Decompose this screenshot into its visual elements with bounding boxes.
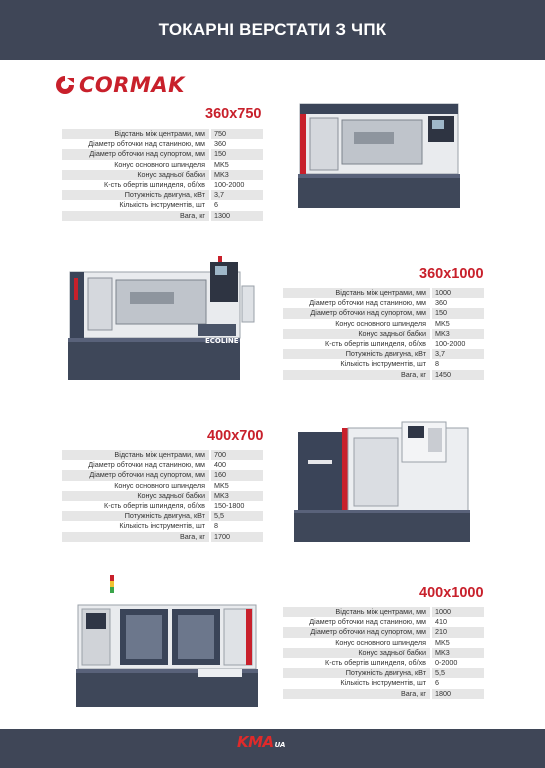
spec-value: 1000 [432, 288, 484, 298]
model-title-400x700: 400x700 [207, 428, 264, 444]
machine-image-400x1000 [76, 575, 262, 710]
spec-row [62, 511, 263, 521]
cormak-swirl-icon [54, 74, 76, 96]
spec-label: Конус задньої бабки [283, 329, 430, 339]
spec-row [62, 200, 263, 210]
spec-label: Кількість інструментів, шт [119, 521, 205, 531]
spec-row [283, 288, 484, 298]
kma-logo-main: KMA [237, 733, 274, 751]
model-title-360x750: 360x750 [205, 106, 262, 122]
brand-name: CORMAK [79, 73, 185, 97]
spec-row [283, 607, 484, 617]
spec-value: 360 [214, 139, 226, 149]
spec-value: 3,7 [211, 190, 263, 200]
spec-label: Кількість інструментів, шт [119, 200, 205, 210]
spec-label: Конус основного шпинделя [114, 159, 205, 169]
spec-row [283, 658, 484, 668]
spec-label: Діаметр обточки над супортом, мм [62, 470, 209, 480]
spec-label: Діаметр обточки над супортом, мм [62, 149, 209, 159]
spec-value: 100-2000 [435, 338, 466, 348]
spec-value: MK5 [214, 480, 229, 490]
spec-label: Вага, кг [283, 689, 430, 699]
spec-row [62, 532, 263, 542]
spec-row [62, 170, 263, 180]
spec-row [62, 481, 263, 491]
spec-value: 1000 [432, 607, 484, 617]
page-title: ТОКАРНІ ВЕРСТАТИ З ЧПК [158, 20, 387, 39]
spec-label: Відстань між центрами, мм [62, 129, 209, 139]
spec-table-400x700 [62, 450, 263, 542]
spec-label: Відстань між центрами, мм [62, 450, 209, 460]
spec-value: 150-1800 [214, 500, 245, 510]
spec-row [62, 521, 263, 531]
spec-value: 750 [211, 129, 263, 139]
spec-value: 1700 [211, 532, 263, 542]
spec-value: 6 [214, 200, 218, 210]
spec-label: К-сть обертів шпинделя, об/хв [325, 338, 426, 348]
spec-label: Вага, кг [283, 370, 430, 380]
spec-label: Потужність двигуна, кВт [62, 190, 209, 200]
model-title-360x1000: 360x1000 [419, 266, 484, 282]
spec-value: 6 [435, 678, 439, 688]
spec-value: 3,7 [432, 349, 484, 359]
spec-row [283, 319, 484, 329]
spec-label: Конус основного шпинделя [335, 318, 426, 328]
spec-value: 150 [211, 149, 263, 159]
spec-label: К-сть обертів шпинделя, об/хв [325, 657, 426, 667]
spec-value: MK5 [435, 318, 450, 328]
spec-value: 8 [214, 521, 218, 531]
spec-row [283, 308, 484, 318]
spec-label: Діаметр обточки над станиною, мм [309, 617, 426, 627]
spec-label: Конус основного шпинделя [335, 637, 426, 647]
spec-value: 1450 [432, 370, 484, 380]
spec-value: MK3 [432, 648, 484, 658]
spec-label: Відстань між центрами, мм [283, 607, 430, 617]
spec-label: Конус задньої бабки [62, 491, 209, 501]
spec-table-400x1000 [283, 607, 484, 699]
spec-value: MK5 [435, 637, 450, 647]
spec-value: 400 [214, 460, 226, 470]
spec-value: 150 [432, 308, 484, 318]
spec-row [62, 190, 263, 200]
spec-row [283, 370, 484, 380]
spec-row [62, 160, 263, 170]
spec-label: Вага, кг [62, 211, 209, 221]
spec-value: 700 [211, 450, 263, 460]
spec-table-360x750 [62, 129, 263, 221]
spec-row [62, 211, 263, 221]
spec-value: 210 [432, 627, 484, 637]
machine-image-400x700 [290, 418, 472, 544]
spec-label: Відстань між центрами, мм [283, 288, 430, 298]
spec-label: Кількість інструментів, шт [340, 678, 426, 688]
spec-table-360x1000 [283, 288, 484, 380]
spec-row [283, 689, 484, 699]
spec-value: 1300 [211, 211, 263, 221]
spec-row [283, 329, 484, 339]
spec-label: Діаметр обточки над станиною, мм [88, 139, 205, 149]
spec-label: Діаметр обточки над станиною, мм [88, 460, 205, 470]
cormak-logo [54, 70, 185, 100]
spec-row [283, 638, 484, 648]
spec-label: Конус задньої бабки [62, 170, 209, 180]
spec-row [62, 139, 263, 149]
spec-label: К-сть обертів шпинделя, об/хв [104, 179, 205, 189]
spec-row [283, 349, 484, 359]
spec-value: MK3 [211, 491, 263, 501]
spec-label: Потужність двигуна, кВт [62, 511, 209, 521]
spec-value: MK5 [214, 159, 229, 169]
spec-row [283, 298, 484, 308]
spec-row [62, 501, 263, 511]
spec-value: 1800 [432, 689, 484, 699]
spec-label: Кількість інструментів, шт [340, 359, 426, 369]
spec-value: 100-2000 [214, 179, 245, 189]
spec-label: Потужність двигуна, кВт [283, 349, 430, 359]
spec-row [283, 668, 484, 678]
spec-label: К-сть обертів шпинделя, об/хв [104, 500, 205, 510]
spec-value: 5,5 [432, 668, 484, 678]
machine-image-360x750 [296, 102, 464, 210]
spec-row [62, 129, 263, 139]
spec-value: 5,5 [211, 511, 263, 521]
spec-row [62, 470, 263, 480]
spec-value: 360 [435, 298, 447, 308]
model-title-400x1000: 400x1000 [419, 585, 484, 601]
spec-row [62, 460, 263, 470]
spec-label: Вага, кг [62, 532, 209, 542]
spec-row [283, 617, 484, 627]
spec-row [62, 180, 263, 190]
spec-label: Конус задньої бабки [283, 648, 430, 658]
kma-logo [237, 733, 285, 751]
spec-value: 8 [435, 359, 439, 369]
spec-row [283, 678, 484, 688]
spec-row [62, 450, 263, 460]
kma-logo-suffix: UA [274, 741, 286, 749]
spec-label: Потужність двигуна, кВт [283, 668, 430, 678]
spec-value: MK3 [211, 170, 263, 180]
spec-row [62, 149, 263, 159]
spec-value: 410 [435, 617, 447, 627]
spec-row [62, 491, 263, 501]
spec-row [283, 627, 484, 637]
spec-label: Діаметр обточки над супортом, мм [283, 308, 430, 318]
page-header [0, 0, 545, 60]
spec-label: Діаметр обточки над супортом, мм [283, 627, 430, 637]
spec-value: MK3 [432, 329, 484, 339]
spec-value: 0-2000 [435, 657, 458, 667]
machine-image-360x1000 [68, 256, 256, 382]
ecoline-plate: ECOLINE [205, 337, 239, 345]
spec-row [283, 339, 484, 349]
spec-row [283, 359, 484, 369]
spec-label: Діаметр обточки над станиною, мм [309, 298, 426, 308]
spec-label: Конус основного шпинделя [114, 480, 205, 490]
spec-value: 160 [211, 470, 263, 480]
spec-row [283, 648, 484, 658]
